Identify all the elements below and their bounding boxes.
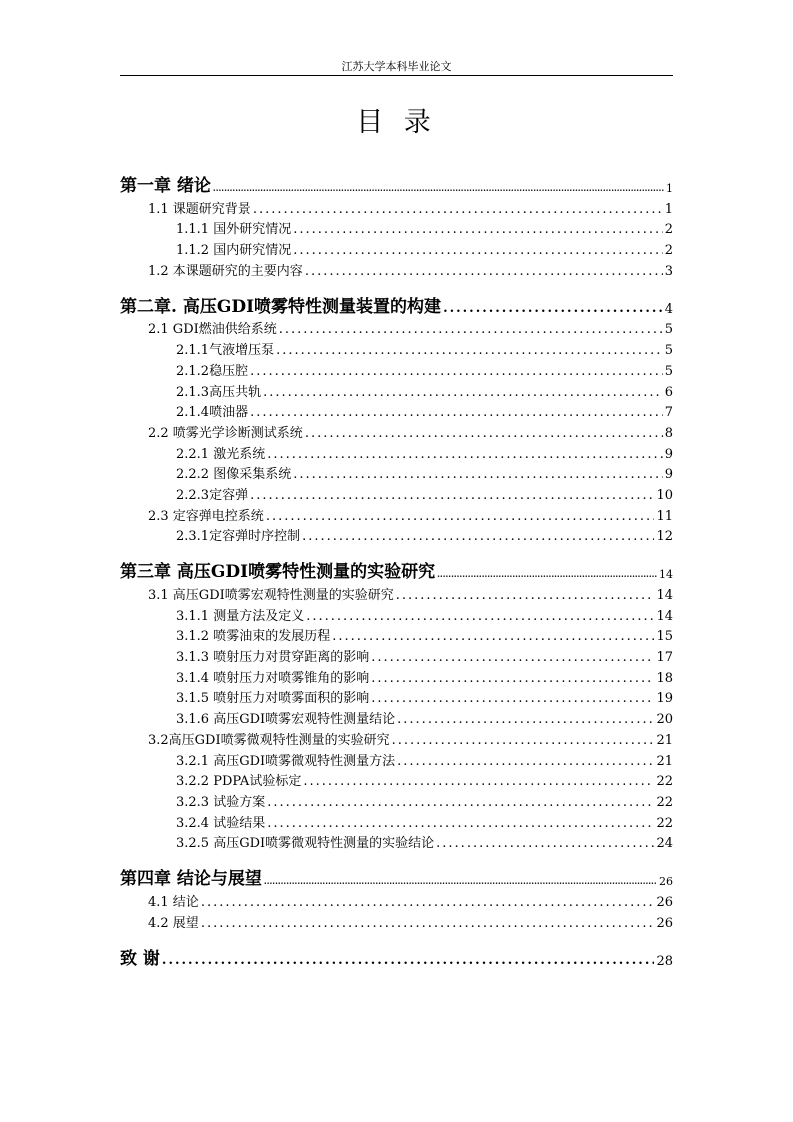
- toc-section-entry[interactable]: [120, 503, 673, 524]
- toc-section-entry[interactable]: [120, 258, 673, 279]
- toc-dot-leader: [264, 876, 657, 886]
- toc-subsection-entry[interactable]: [120, 441, 673, 462]
- toc-section-entry[interactable]: [120, 727, 673, 748]
- toc-page-number: 7: [664, 405, 673, 421]
- toc-dot-leader: [436, 836, 654, 851]
- toc-entry-label: 2.1.3高压共轨: [176, 384, 262, 400]
- toc-entry-label: 3.2.3 试验方案: [176, 794, 266, 810]
- toc-dot-leader: [201, 895, 655, 910]
- table-of-contents: [120, 162, 673, 969]
- toc-subsection-entry[interactable]: [120, 831, 673, 852]
- toc-page-number: 1: [666, 182, 673, 195]
- toc-entry-label: 4.2 展望: [148, 915, 199, 931]
- toc-subsection-entry[interactable]: [120, 769, 673, 790]
- toc-dot-leader: [371, 650, 654, 665]
- toc-dot-leader: [332, 629, 654, 644]
- toc-subsection-entry[interactable]: [120, 462, 673, 483]
- toc-dot-leader: [293, 222, 663, 237]
- toc-page-number: 5: [664, 363, 673, 379]
- toc-dot-leader: [267, 795, 654, 810]
- toc-dot-leader: [305, 426, 663, 441]
- toc-entry-label: 3.1.6 高压GDI喷雾宏观特性测量结论: [176, 712, 396, 728]
- toc-page-number: 11: [656, 508, 673, 524]
- toc-dot-leader: [250, 405, 663, 420]
- toc-section-entry[interactable]: [120, 582, 673, 603]
- toc-section-entry[interactable]: [120, 889, 673, 910]
- toc-entry-label: 3.1.4 喷射压力对喷雾锥角的影响: [176, 670, 370, 686]
- toc-subsection-entry[interactable]: [120, 217, 673, 238]
- toc-page-number: 15: [656, 629, 673, 645]
- toc-chapter-entry[interactable]: [120, 855, 673, 889]
- toc-dot-leader: [443, 301, 663, 316]
- toc-dot-leader: [250, 364, 663, 379]
- toc-entry-label: 2.3 定容弹电控系统: [148, 508, 264, 524]
- toc-subsection-entry[interactable]: [120, 358, 673, 379]
- toc-page-number: 4: [664, 301, 673, 317]
- toc-dot-leader: [302, 529, 654, 544]
- toc-subsection-entry[interactable]: [120, 337, 673, 358]
- running-header: 江苏大学本科毕业论文: [341, 60, 452, 73]
- toc-page-number: 1: [664, 201, 673, 217]
- toc-dot-leader: [392, 733, 655, 748]
- toc-entry-label: 3.1.2 喷雾油束的发展历程: [176, 629, 331, 645]
- toc-subsection-entry[interactable]: [120, 686, 673, 707]
- toc-entry-label: 2.2.2 图像采集系统: [176, 467, 292, 483]
- toc-dot-leader: [201, 916, 655, 931]
- toc-page-number: 14: [656, 608, 673, 624]
- toc-subsection-entry[interactable]: [120, 706, 673, 727]
- toc-entry-label: 2.1.1气液增压泵: [176, 343, 275, 359]
- toc-page-number: 6: [664, 384, 673, 400]
- toc-entry-label: 2.2.3定容弹: [176, 487, 249, 503]
- toc-page-number: 10: [656, 487, 673, 503]
- toc-dot-leader: [371, 691, 654, 706]
- toc-page-number: 26: [656, 894, 673, 910]
- toc-dot-leader: [303, 774, 654, 789]
- toc-page-number: 21: [656, 753, 673, 769]
- toc-page-number: 14: [656, 588, 673, 603]
- toc-entry-label: 3.1.5 喷射压力对喷雾面积的影响: [176, 691, 370, 707]
- toc-entry-label: 4.1 结论: [148, 894, 199, 910]
- toc-dot-leader: [305, 264, 663, 279]
- toc-section-entry[interactable]: [120, 196, 673, 217]
- toc-page-number: 18: [656, 670, 673, 686]
- toc-subsection-entry[interactable]: [120, 665, 673, 686]
- toc-entry-label: 3.1.3 喷射压力对贯穿距离的影响: [176, 650, 370, 666]
- toc-dot-leader: [267, 816, 654, 831]
- toc-page-number: 28: [656, 953, 673, 969]
- toc-dot-leader: [267, 447, 663, 462]
- toc-dot-leader: [293, 243, 663, 258]
- toc-subsection-entry[interactable]: [120, 624, 673, 645]
- toc-entry-label: 3.1.1 测量方法及定义: [176, 608, 305, 624]
- toc-entry-label: 1.1.2 国内研究情况: [176, 243, 292, 259]
- toc-chapter-entry[interactable]: [120, 162, 673, 196]
- toc-dot-leader: [306, 609, 654, 624]
- toc-page-number: 19: [656, 691, 673, 707]
- toc-entry-label: 2.2 喷雾光学诊断测试系统: [148, 425, 303, 441]
- toc-page-number: 9: [664, 446, 673, 462]
- toc-page-number: 14: [659, 568, 673, 582]
- toc-entry-label: 2.2.1 激光系统: [176, 446, 266, 462]
- toc-entry-label: 第四章 结论与展望: [120, 869, 262, 890]
- toc-page-number: 22: [656, 815, 673, 831]
- toc-dot-leader: [293, 467, 663, 482]
- toc-page-number: 9: [664, 467, 673, 483]
- toc-page-number: 22: [656, 794, 673, 810]
- toc-entry-label: 1.1 课题研究背景: [148, 201, 251, 217]
- toc-subsection-entry[interactable]: [120, 524, 673, 545]
- toc-entry-label: 2.1.4喷油器: [176, 405, 249, 421]
- toc-dot-leader: [397, 712, 654, 727]
- toc-page-number: 12: [656, 529, 673, 545]
- toc-page-number: 24: [656, 836, 673, 852]
- toc-subsection-entry[interactable]: [120, 644, 673, 665]
- toc-page-number: 26: [659, 875, 673, 889]
- toc-dot-leader: [266, 509, 655, 524]
- toc-entry-label: 3.2.4 试验结果: [176, 815, 266, 831]
- toc-subsection-entry[interactable]: [120, 810, 673, 831]
- toc-entry-label: 2.1.2稳压腔: [176, 363, 249, 379]
- toc-entry-label: 3.2.1 高压GDI喷雾微观特性测量方法: [176, 753, 396, 769]
- toc-entry-label: 1.2 本课题研究的主要内容: [148, 263, 303, 279]
- toc-subsection-entry[interactable]: [120, 603, 673, 624]
- toc-page-number: 21: [656, 732, 673, 748]
- toc-page-number: 5: [664, 343, 673, 359]
- toc-chapter-entry[interactable]: [120, 935, 673, 969]
- toc-page-number: 8: [664, 425, 673, 441]
- toc-page-number: 5: [664, 322, 673, 338]
- toc-entry-label: 2.3.1定容弹时序控制: [176, 529, 301, 545]
- toc-page-number: 22: [656, 774, 673, 790]
- toc-entry-label: 3.2.5 高压GDI喷雾微观特性测量的实验结论: [176, 836, 435, 852]
- toc-entry-label: 第二章. 高压GDI喷雾特性测量装置的构建: [120, 296, 442, 317]
- toc-dot-leader: [276, 343, 663, 358]
- page-title: 目 录: [356, 107, 437, 138]
- toc-subsection-entry[interactable]: [120, 748, 673, 769]
- toc-chapter-entry[interactable]: [120, 283, 673, 317]
- toc-page-number: 26: [656, 915, 673, 931]
- toc-chapter-entry[interactable]: [120, 548, 673, 582]
- toc-subsection-entry[interactable]: [120, 789, 673, 810]
- toc-entry-label: 2.1 GDI燃油供给系统: [148, 322, 277, 338]
- toc-dot-leader: [279, 322, 663, 337]
- toc-dot-leader: [397, 754, 654, 769]
- toc-subsection-entry[interactable]: [120, 379, 673, 400]
- header-rule: [120, 75, 673, 76]
- toc-subsection-entry[interactable]: [120, 237, 673, 258]
- toc-dot-leader: [253, 202, 663, 217]
- toc-dot-leader: [213, 183, 664, 193]
- toc-entry-label: 第一章 绪论: [120, 176, 211, 196]
- toc-subsection-entry[interactable]: [120, 482, 673, 503]
- toc-entry-label: 1.1.1 国外研究情况: [176, 222, 292, 238]
- toc-subsection-entry[interactable]: [120, 400, 673, 421]
- toc-dot-leader: [437, 569, 657, 579]
- toc-dot-leader: [250, 488, 654, 503]
- toc-dot-leader: [396, 588, 655, 603]
- toc-section-entry[interactable]: [120, 910, 673, 931]
- toc-page-number: 17: [656, 650, 673, 666]
- toc-entry-label: 致 谢: [120, 948, 160, 969]
- toc-page-number: 3: [664, 263, 673, 279]
- toc-entry-label: 第三章 高压GDI喷雾特性测量的实验研究: [120, 562, 436, 583]
- toc-page-number: 2: [664, 222, 673, 238]
- toc-entry-label: 3.1 高压GDI喷雾宏观特性测量的实验研究: [148, 588, 394, 603]
- toc-section-entry[interactable]: [120, 420, 673, 441]
- toc-dot-leader: [371, 671, 654, 686]
- toc-entry-label: 3.2高压GDI喷雾微观特性测量的实验研究: [148, 732, 390, 748]
- toc-entry-label: 3.2.2 PDPA试验标定: [176, 774, 302, 790]
- toc-section-entry[interactable]: [120, 317, 673, 338]
- toc-dot-leader: [162, 953, 655, 968]
- toc-page-number: 2: [664, 243, 673, 259]
- toc-dot-leader: [263, 385, 663, 400]
- toc-page-number: 20: [656, 712, 673, 728]
